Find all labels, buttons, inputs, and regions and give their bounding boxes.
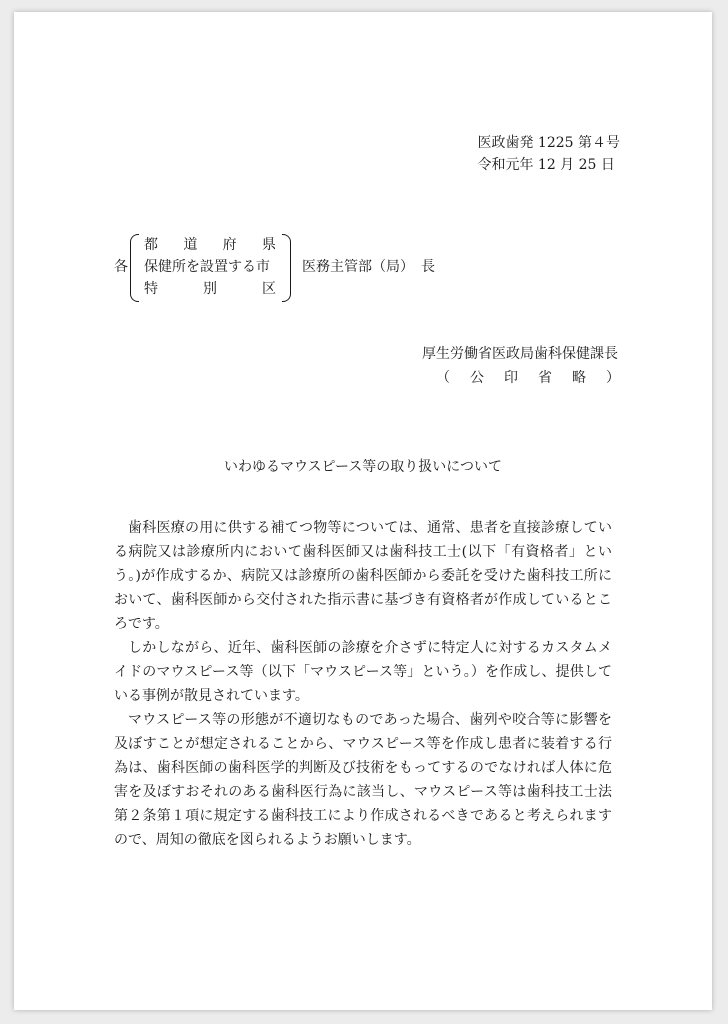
sender-block [422,342,620,390]
document-page [14,12,712,1010]
body-paragraph: マウスピース等の形態が不適切なものであった場合、歯列や咬合等に影響を及ぼすことが想定されることから、マウスピース等を作成し患者に装着する行為は、歯科医師の歯科医学的判断及び技術をもってするのでなければ人体に危害を及ぼすおそれのある歯科医行為に該当し、マウスピース等は歯科技工士法第２条第１項に規定する歯科技工により作成されるべきであると考えられますので、周知の徹底を図られるようお願いします。 [114,712,612,848]
document-subject: いわゆるマウスピース等の取り扱いについて [223,459,503,475]
document-number-block [477,132,620,176]
addressee-department: 医務主管部（局） 長 [302,259,435,275]
document-body [114,516,612,852]
body-paragraph: 歯科医療の用に供する補てつ物等については、通常、患者を直接診療している病院又は診療所内において歯科医師又は歯科技工士(以下「有資格者」という。)が作成するか、病院又は診療所の歯科医師から委託を受けた歯科技工所において、歯科医師から交付された指示書に基づき有資格者が作成しているところです。 [114,520,612,632]
sender-title: 厚生労働省医政局歯科保健課長 [422,346,618,362]
seal-omitted: （ 公 印 省 略 ） [436,370,620,386]
entity-special-ward: 特 別 区 [144,281,276,297]
left-brace [130,234,139,302]
document-date: 令和元年 12 月 25 日 [477,157,615,173]
entity-prefecture: 都 道 府 県 [144,237,276,253]
addressee-prefix: 各 [114,259,128,275]
body-paragraph: しかしながら、近年、歯科医師の診療を介さずに特定人に対するカスタムメイドのマウスピース等（以下「マウスピース等」という。）を作成し、提供している事例が散見されています。 [114,640,612,704]
right-brace [282,234,291,302]
document-number: 医政歯発 1225 第４号 [477,135,620,151]
entity-health-center-city: 保健所を設置する市 [144,259,270,275]
addressee-entities [144,234,276,300]
